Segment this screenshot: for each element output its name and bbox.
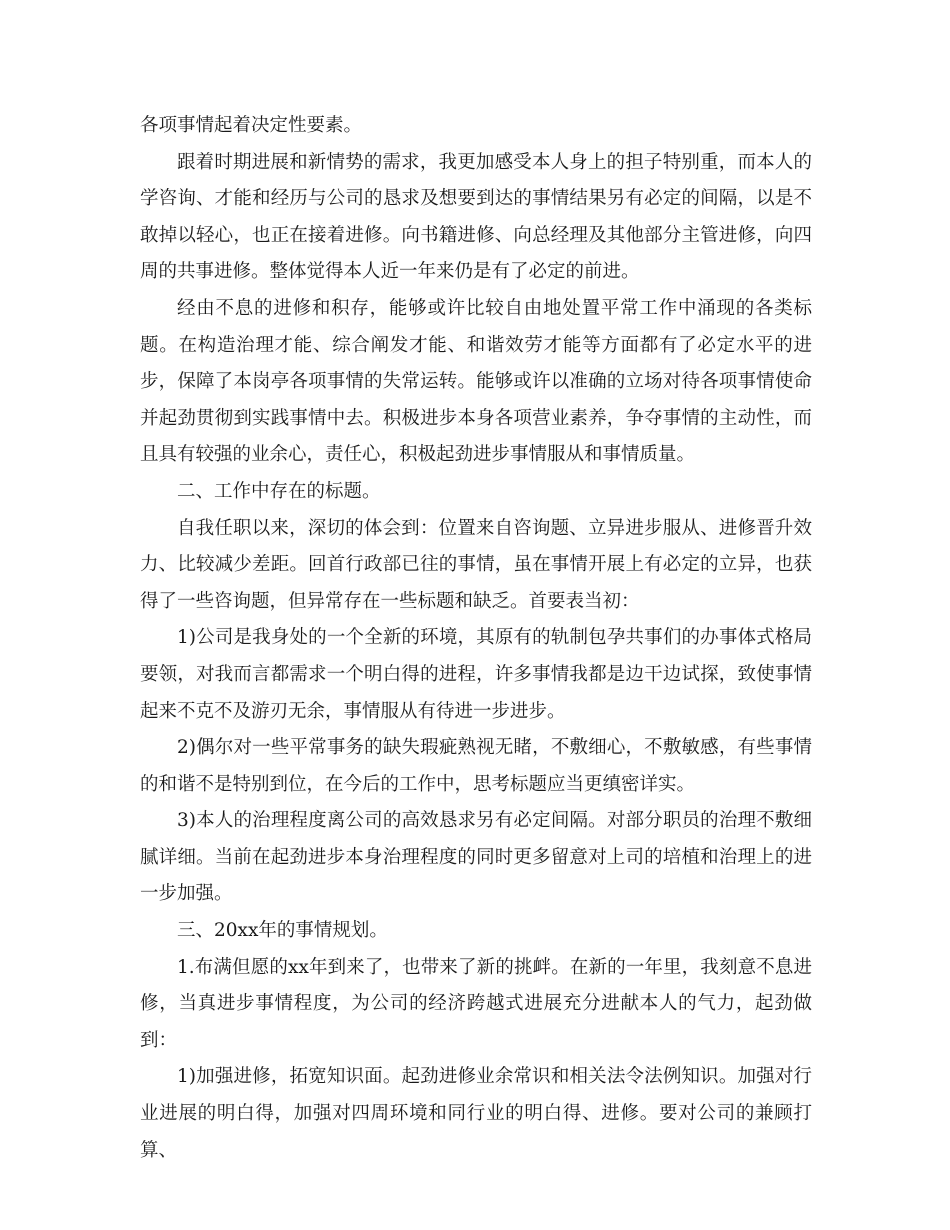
paragraph-3: 经由不息的进修和积存，能够或许比较自由地处置平常工作中涌现的各类标题。在构造治理才能、综合阐发才能、和谐效劳才能等方面都有了必定水平的进步，保障了本岗亭各项事情的失常运转。能够或许以准确的立场对待各项事情使命并起劲贯彻到实践事情中去。积极进步本身各项营业素养，争夺事情的主动性，而且具有较强的业余心，责任心，积极起劲进步事情服从和事情质量。	[140, 297, 812, 466]
list-item-issue-2: 2)偶尔对一些平常事务的缺失瑕疵熟视无睹，不敷细心，不敷敏感，有些事情的和谐不是特别到位，在今后的工作中，思考标题应当更缜密详实。	[140, 737, 812, 795]
section-heading-issues: 二、工作中存在的标题。	[177, 480, 381, 502]
list-item-plan-1: 1)加强进修，拓宽知识面。起劲进修业余常识和相关法令法例知识。加强对行业进展的明白得，加强对四周环境和同行业的明白得、进修。要对公司的兼顾打算、	[140, 1066, 812, 1161]
paragraph-5: 自我任职以来，深切的体会到：位置来自咨询题、立异进步服从、进修晋升效力、比较减少差距。回首行政部已往的事情，虽在事情开展上有必定的立异，也获得了一些咨询题，但异常存在一些标题和缺乏。首要表当初：	[140, 517, 812, 612]
list-item-issue-1: 1)公司是我身处的一个全新的环境，其原有的轨制包孕共事们的办事体式格局要领，对我而言都需求一个明白得的进程，许多事情我都是边干边试探，致使事情起来不克不及游刃无余，事情服从有待进一步进步。	[140, 627, 812, 722]
section-heading-plan: 三、20xx年的事情规划。	[177, 920, 388, 942]
list-item-issue-3: 3)本人的治理程度离公司的高效恳求另有必定间隔。对部分职员的治理不敷细腻详细。当前在起劲进步本身治理程度的同时更多留意对上司的培植和治理上的进一步加强。	[140, 810, 812, 905]
paragraph-plan-intro: 1.布满但愿的xx年到来了，也带来了新的挑衅。在新的一年里，我刻意不息进修，当真进步事情程度，为公司的经济跨越式进展充分进献本人的气力，起劲做到：	[140, 956, 812, 1051]
document-body	[140, 108, 812, 1169]
paragraph-2: 跟着时期进展和新情势的需求，我更加感受本人身上的担子特别重，而本人的学咨询、才能和经历与公司的恳求及想要到达的事情结果另有必定的间隔，以是不敢掉以轻心，也正在接着进修。向书籍进修、向总经理及其他部分主管进修，向四周的共事进修。整体觉得本人近一年来仍是有了必定的前进。	[140, 151, 812, 283]
paragraph-1: 各项事情起着决定性要素。	[140, 115, 363, 136]
